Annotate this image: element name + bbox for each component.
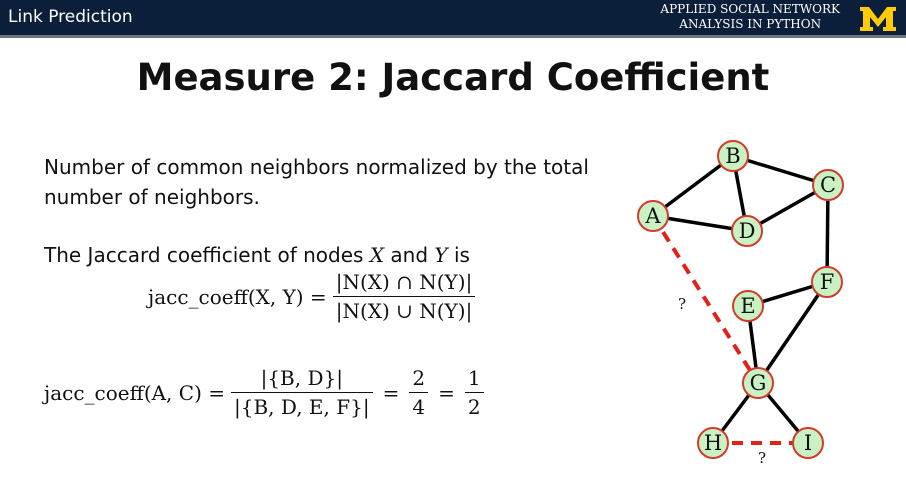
predicted-edge-label-H-I: ? — [757, 449, 767, 467]
node-label-H: H — [703, 431, 723, 455]
formula-general-lhs: jacc_coeff(X, Y) = — [148, 284, 327, 309]
fraction-counts-numerator: 2 — [412, 366, 426, 390]
intro-var-y: Y — [434, 243, 448, 267]
node-label-C: C — [819, 173, 837, 197]
formula-example-numerator: |{B, D}| — [260, 366, 343, 390]
formula-example-denominator: |{B, D, E, F}| — [231, 392, 373, 419]
equals-sign: = — [438, 380, 455, 405]
intro-suffix: is — [447, 243, 470, 267]
node-label-B: B — [725, 144, 741, 168]
formula-general-denominator: |N(X) ∪ N(Y)| — [333, 296, 476, 323]
lesson-title: Link Prediction — [8, 7, 133, 27]
node-label-G: G — [749, 371, 767, 395]
formula-general-numerator: |N(X) ∩ N(Y)| — [335, 270, 473, 294]
intro-and: and — [384, 243, 435, 267]
node-label-E: E — [740, 294, 756, 318]
predicted-edge-label-A-G: ? — [677, 295, 687, 313]
intro-var-x: X — [369, 243, 385, 267]
node-label-I: I — [803, 431, 813, 455]
node-label-F: F — [819, 270, 835, 294]
course-title-line1: APPLIED SOCIAL NETWORK — [660, 2, 840, 16]
equals-sign: = — [382, 380, 400, 405]
fraction-result-denominator: 2 — [465, 392, 484, 419]
fraction-result-numerator: 1 — [467, 366, 481, 390]
fraction-counts-denominator: 4 — [409, 392, 428, 419]
node-label-A: A — [645, 204, 661, 228]
edge-F-G — [758, 282, 827, 383]
formula-example-lhs: jacc_coeff(A, C) = — [44, 380, 225, 405]
node-label-D: D — [738, 219, 756, 243]
slide-title: Measure 2: Jaccard Coefficient — [136, 56, 770, 99]
intro-prefix: The Jaccard coefficient of nodes — [44, 243, 370, 267]
course-title-line2: ANALYSIS IN PYTHON — [679, 17, 822, 31]
description-text: Number of common neighbors normalized by the total number of neighbors. — [44, 155, 589, 209]
